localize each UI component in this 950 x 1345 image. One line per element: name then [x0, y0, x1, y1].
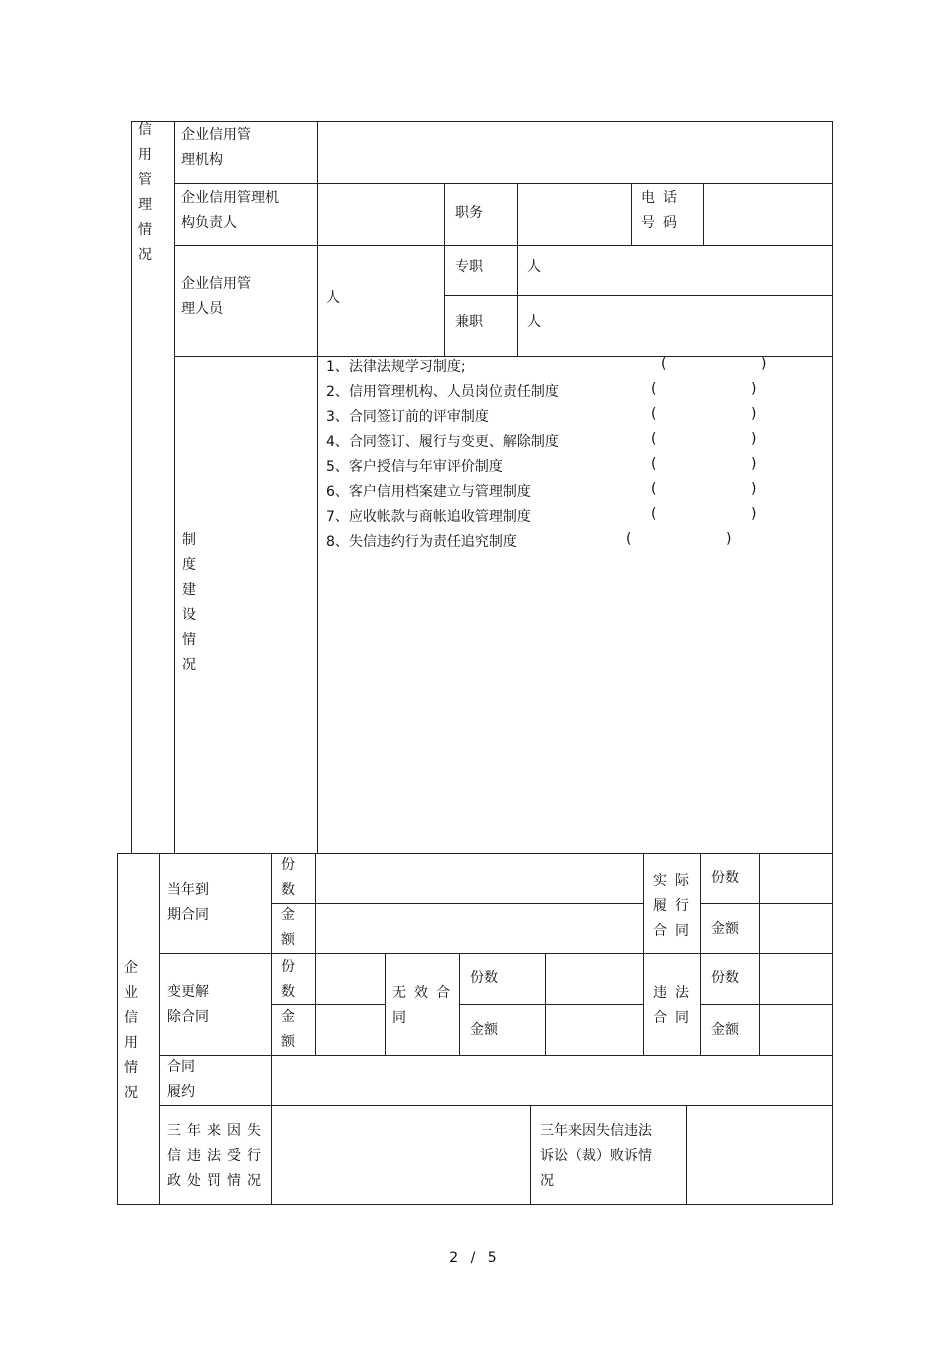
list-item: 2、信用管理机构、人员岗位责任制度 ( ) — [326, 381, 757, 400]
changed-count-value-cell[interactable] — [315, 953, 386, 1005]
invalid-count-value-cell[interactable] — [545, 953, 644, 1005]
page-number: 2 / 5 — [449, 1250, 501, 1266]
list-item: 1、法律法规学习制度; ( ) — [326, 356, 767, 375]
actual-label: 实际履行合同 — [653, 873, 697, 939]
due-contracts-label: 当年到期合同 — [167, 882, 209, 923]
changed-label: 变更解除合同 — [167, 984, 209, 1025]
org-value-cell[interactable] — [317, 121, 833, 184]
invalid-label: 无效合同 — [392, 985, 458, 1026]
system-list — [326, 356, 826, 556]
parttime-unit: 人 — [527, 314, 541, 330]
actual-count-value-cell[interactable] — [759, 853, 833, 904]
lawsuit-label: 三年来因失信违法诉讼（裁）败诉情况 — [540, 1123, 652, 1189]
invalid-amount-value-cell[interactable] — [545, 1004, 644, 1056]
position-value-cell[interactable] — [517, 183, 632, 246]
illegal-count-label: 份数 — [711, 970, 739, 986]
fulltime-value-cell[interactable] — [517, 245, 833, 296]
illegal-label: 违法合同 — [653, 985, 697, 1026]
list-item: 5、客户授信与年审评价制度 ( ) — [326, 456, 757, 475]
rate-value-cell[interactable] — [271, 1055, 833, 1106]
list-item: 6、客户信用档案建立与管理制度 ( ) — [326, 481, 757, 500]
changed-amount-value-cell[interactable] — [315, 1004, 386, 1056]
staff-unit: 人 — [326, 290, 340, 306]
list-item: 7、应收帐款与商帐追收管理制度 ( ) — [326, 506, 757, 525]
actual-count-label: 份数 — [711, 870, 739, 886]
changed-count-label: 份数 — [281, 959, 295, 1000]
changed-amount-label: 金额 — [281, 1009, 295, 1050]
invalid-amount-label: 金额 — [470, 1022, 498, 1038]
due-count-value-cell[interactable] — [315, 853, 644, 904]
penalty-value-cell[interactable] — [271, 1105, 531, 1205]
illegal-count-value-cell[interactable] — [759, 953, 833, 1005]
parttime-label: 兼职 — [455, 314, 483, 330]
system-label: 制度建设情况 — [182, 532, 196, 673]
fulltime-unit: 人 — [527, 259, 541, 275]
org-label: 企业信用管理机构 — [181, 127, 251, 168]
head-value-cell[interactable] — [317, 183, 445, 246]
lawsuit-value-cell[interactable] — [686, 1105, 833, 1205]
side-label-enterprise-credit: 企业信用情况 — [124, 960, 138, 1101]
list-item: 4、合同签订、履行与变更、解除制度 ( ) — [326, 431, 757, 450]
illegal-amount-value-cell[interactable] — [759, 1004, 833, 1056]
phone-label: 电话号码 — [641, 190, 685, 231]
actual-amount-value-cell[interactable] — [759, 903, 833, 954]
fulltime-label: 专职 — [455, 259, 483, 275]
due-amount-value-cell[interactable] — [315, 903, 644, 954]
position-label: 职务 — [455, 205, 483, 221]
parttime-value-cell[interactable] — [517, 295, 833, 357]
penalty-label: 三年来因失信违法受行政处罚情况 — [167, 1123, 267, 1189]
list-item: 8、失信违约行为责任追究制度 ( ) — [326, 531, 732, 550]
list-item: 3、合同签订前的评审制度 ( ) — [326, 406, 757, 425]
rate-label: 合同履约 — [167, 1059, 195, 1100]
actual-amount-label: 金额 — [711, 921, 739, 937]
due-count-label: 份数 — [281, 857, 295, 898]
illegal-amount-label: 金额 — [711, 1022, 739, 1038]
side-label-credit-management: 信用管理情况 — [138, 122, 152, 263]
staff-label: 企业信用管理人员 — [181, 276, 251, 317]
invalid-count-label: 份数 — [470, 970, 498, 986]
phone-value-cell[interactable] — [703, 183, 833, 246]
head-label: 企业信用管理机构负责人 — [181, 190, 279, 231]
due-amount-label: 金额 — [281, 907, 295, 948]
